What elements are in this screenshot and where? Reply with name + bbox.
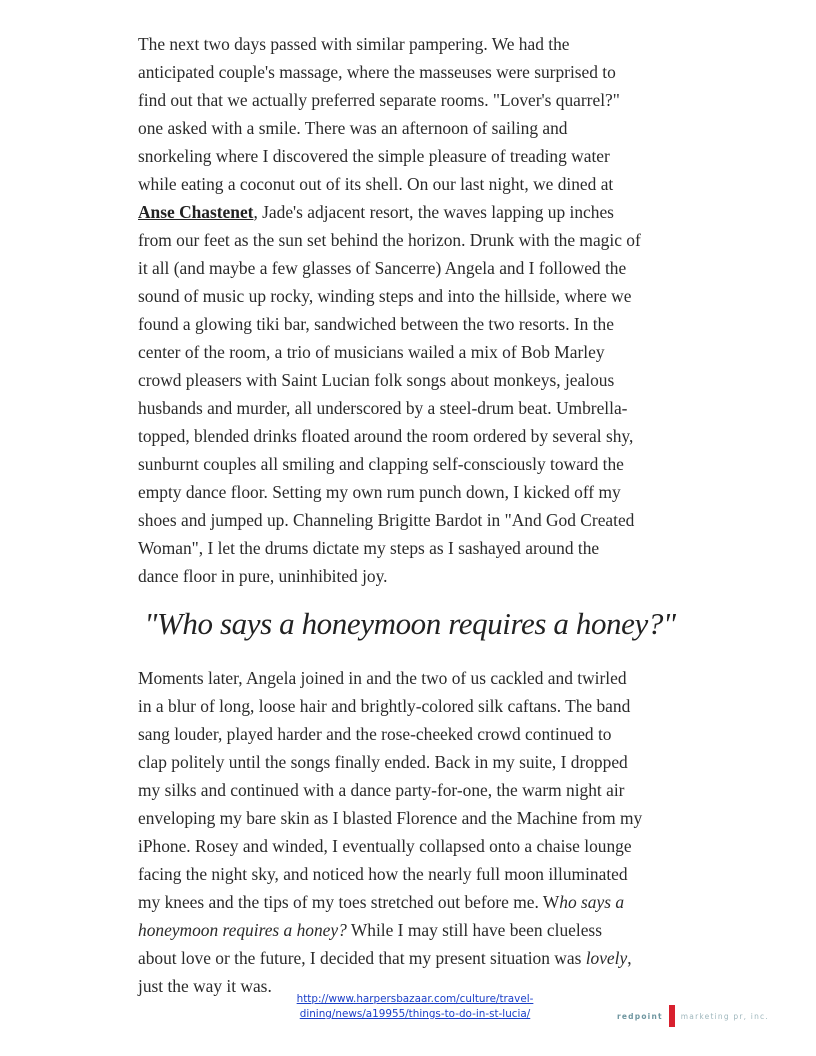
text-line: Moments later, Angela joined in and the two of us cackled and twirled [138,668,627,688]
brand-name-left: redpoint [617,1011,663,1021]
text-line: from our feet as the sun set behind the horizon. Drunk with the magic of [138,230,641,250]
text-line: enveloping my bare skin as I blasted Florence and the Machine from my [138,808,643,828]
text-line: in a blur of long, loose hair and brightly-colored silk caftans. The band [138,696,631,716]
text-line [138,198,698,226]
text-line: find out that we actually preferred separate rooms. "Lover's quarrel?" [138,90,620,110]
text-line [138,944,698,972]
text-fragment: , Jade's adjacent resort, the waves lapping up inches [253,202,614,222]
text-line: while eating a coconut out of its shell. On our last night, we dined at [138,174,614,194]
brand-bar-mark [669,1005,675,1027]
text-line: one asked with a smile. There was an afternoon of sailing and [138,118,568,138]
text-line: sound of music up rocky, winding steps and into the hillside, where we [138,286,632,306]
text-line: sang louder, played harder and the rose-cheeked crowd continued to [138,724,612,744]
text-line [138,888,698,916]
text-fragment: , [627,948,632,968]
pull-quote: "Who says a honeymoon requires a honey?" [144,606,676,641]
text-line: empty dance floor. Setting my own rum punch down, I kicked off my [138,482,621,502]
italic-fragment: lovely [585,948,628,968]
text-line: sunburnt couples all smiling and clapping self-consciously toward the [138,454,624,474]
text-line: anticipated couple's massage, where the masseuses were surprised to [138,62,616,82]
text-line: my silks and continued with a dance party-for-one, the warm night air [138,780,625,800]
text-line: topped, blended drinks floated around the room ordered by several shy, [138,426,634,446]
text-line: found a glowing tiki bar, sandwiched between the two resorts. In the [138,314,614,334]
text-line: just the way it was. [138,976,272,996]
text-line: dance floor in pure, uninhibited joy. [138,566,388,586]
text-line: facing the night sky, and noticed how the nearly full moon illuminated [138,864,628,884]
text-line: iPhone. Rosey and winded, I eventually collapsed onto a chaise lounge [138,836,632,856]
text-line: The next two days passed with similar pampering. We had the [138,34,570,54]
brand-logo [617,1005,769,1027]
source-url-line: dining/news/a19955/things-to-do-in-st-lucia/ [299,1008,531,1020]
text-line: Woman", I let the drums dictate my steps as I sashayed around the [138,538,600,558]
text-line: clap politely until the songs finally ended. Back in my suite, I dropped [138,752,628,772]
source-url-line: http://www.harpersbazaar.com/culture/travel- [296,993,534,1005]
text-line: husbands and murder, all underscored by a steel-drum beat. Umbrella- [138,398,628,418]
article-paragraph-1 [138,30,698,590]
text-line: center of the room, a trio of musicians wailed a mix of Bob Marley [138,342,605,362]
text-fragment: my knees and the tips of my toes stretched out before me. W [138,892,560,912]
italic-fragment: honeymoon requires a honey? [138,920,347,940]
text-line: crowd pleasers with Saint Lucian folk songs about monkeys, jealous [138,370,615,390]
text-line [138,916,698,944]
anse-chastenet-link[interactable]: Anse Chastenet [138,202,254,222]
italic-fragment: ho says a [559,892,625,912]
text-line: shoes and jumped up. Channeling Brigitte Bardot in "And God Created [138,510,635,530]
source-url-link[interactable] [270,992,560,1022]
text-fragment: about love or the future, I decided that my present situation was [138,948,586,968]
brand-name-right: marketing pr, inc. [680,1011,769,1021]
text-line: it all (and maybe a few glasses of Sancerre) Angela and I followed the [138,258,627,278]
article-paragraph-2 [138,664,698,1000]
text-line: snorkeling where I discovered the simple pleasure of treading water [138,146,610,166]
text-fragment: While I may still have been clueless [346,920,602,940]
